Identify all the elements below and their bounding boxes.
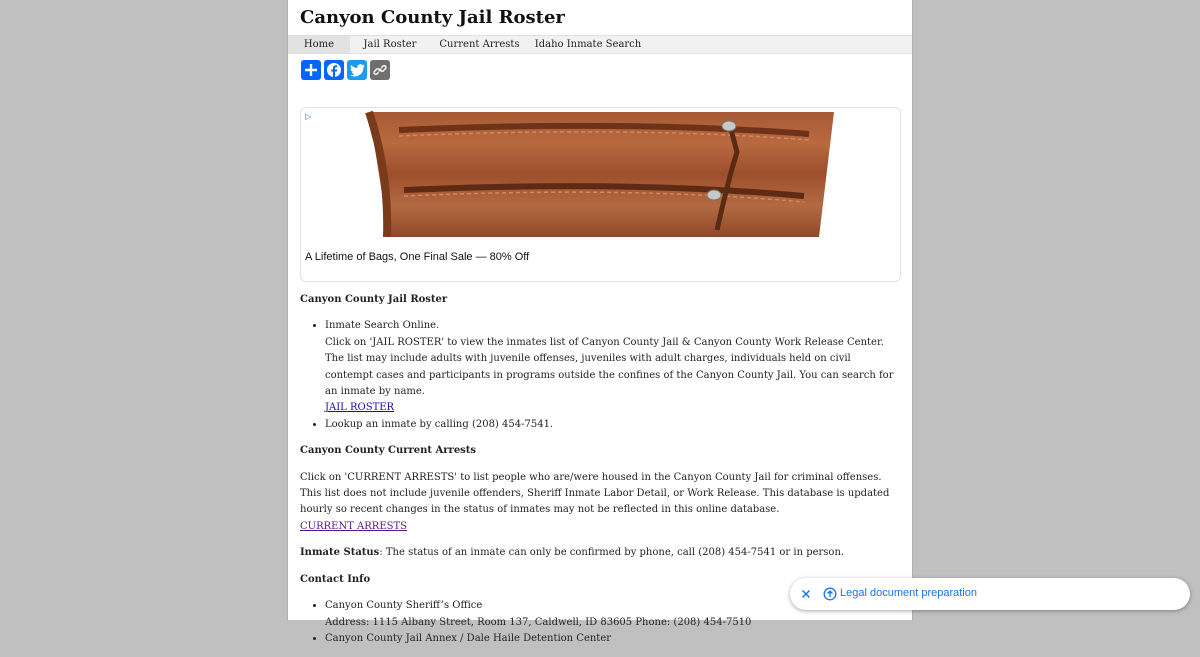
ad-caption[interactable]: A Lifetime of Bags, One Final Sale — 80% Off: [305, 251, 530, 263]
site-title: Canyon County Jail Roster: [300, 7, 565, 28]
arrests-paragraph: [300, 470, 900, 536]
roster-heading: Canyon County Jail Roster: [300, 294, 448, 305]
twitter-icon: [350, 64, 365, 77]
contact-heading: Contact Info: [300, 573, 371, 585]
nav-home[interactable]: Home: [288, 36, 350, 53]
nav-jail-roster[interactable]: Jail Roster: [363, 39, 417, 50]
list-item: [325, 631, 900, 647]
page-container: [287, 0, 913, 644]
toast-label[interactable]: Legal document preparation: [840, 587, 977, 599]
contact-name: Canyon County Jail Annex / Dale Haile Detention Center: [325, 632, 612, 644]
share-copy-link-button[interactable]: [370, 60, 390, 80]
toast-close-button[interactable]: [798, 586, 814, 602]
nav-idaho-inmate-search[interactable]: Idaho Inmate Search: [534, 39, 642, 50]
link-icon: [373, 63, 387, 77]
nav-current-arrests[interactable]: Current Arrests: [439, 39, 520, 50]
status-label: Inmate Status: [300, 547, 380, 559]
leather-bag-icon: [329, 112, 865, 237]
plus-icon: [304, 63, 318, 77]
roster-item-text: Click on 'JAIL ROSTER' to view the inmates list of Canyon County Jail & Canyon County Work Release Center. The list may include adults with juvenile offenses, juveniles with adult charges, individuals held on civil contempt cases and participants in programs outside the confines of the Canyon County Jail. You can search for an inmate by name.: [325, 336, 894, 398]
list-item: [325, 417, 900, 433]
list-item: [325, 318, 900, 416]
contact-detail: Address: 1115 Albany Street, Room 137, Caldwell, ID 83605 Phone: (208) 454-7510: [325, 616, 752, 628]
facebook-icon: [326, 62, 342, 78]
close-icon: [798, 586, 814, 602]
ad-image[interactable]: [329, 112, 865, 237]
arrests-text: Click on 'CURRENT ARRESTS' to list people who are/were housed in the Canyon County Jail for criminal offenses. This list does not include juvenile offenders, Sheriff Inmate Labor Detail, or Work Release. This database is updated hourly so recent changes in the status of inmates may not be reflected in this online database.: [300, 471, 890, 516]
jail-roster-link[interactable]: JAIL ROSTER: [325, 402, 395, 414]
share-bar: [288, 54, 912, 89]
advertisement[interactable]: [300, 107, 901, 282]
status-paragraph: [300, 545, 900, 561]
arrow-up-circle-icon: [823, 587, 837, 601]
status-text: : The status of an inmate can only be confirmed by phone, call (208) 454-7541 or in person.: [379, 547, 845, 559]
roster-phone-text: Lookup an inmate by calling (208) 454-7541.: [325, 418, 554, 430]
ad-choices-icon[interactable]: ▷: [305, 112, 312, 121]
roster-item-title: Inmate Search Online.: [325, 320, 440, 332]
share-twitter-button[interactable]: [347, 60, 367, 80]
arrests-heading: Canyon County Current Arrests: [300, 445, 477, 457]
share-facebook-button[interactable]: [324, 60, 344, 80]
main-nav: [288, 35, 912, 54]
contact-name: Canyon County Sheriff’s Office: [325, 600, 483, 612]
current-arrests-link[interactable]: CURRENT ARRESTS: [300, 520, 407, 532]
suggestion-toast: [790, 578, 1190, 610]
share-add-button[interactable]: [301, 60, 321, 80]
roster-list: [300, 318, 900, 433]
